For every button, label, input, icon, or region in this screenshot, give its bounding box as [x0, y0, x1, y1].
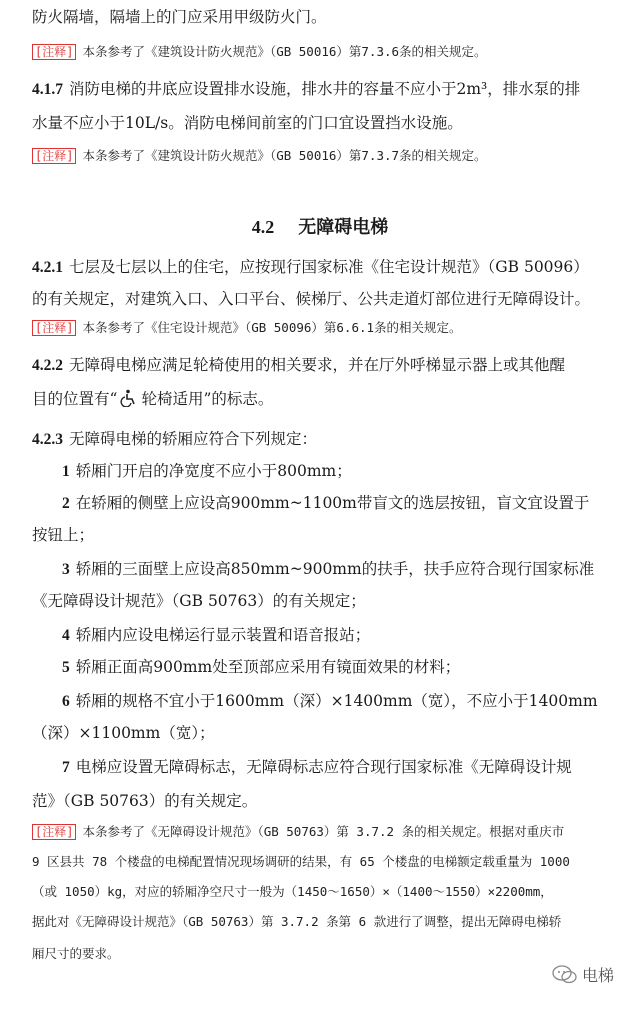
- list-item: 5 轿厢正面高900mm处至顶部应采用有镜面效果的材料；: [62, 658, 461, 676]
- clause-4-2-1: 4.2.1 七层及七层以上的住宅，应按现行国家标准《住宅设计规范》（GB 50096）: [32, 258, 589, 276]
- clause-4-2-2: 4.2.2 无障碍电梯应满足轮椅使用的相关要求，并在厅外呼梯显示器上或其他醒: [32, 356, 566, 374]
- clause-4-2-3: 4.2.3 无障碍电梯的轿厢应符合下列规定：: [32, 430, 318, 448]
- text-line: 范》（GB 50763）的有关规定。: [32, 792, 258, 810]
- text-line: （深）×1100mm（宽）；: [32, 724, 215, 742]
- text-line: 水量不应小于10L/s。消防电梯间前室的门口宜设置挡水设施。: [32, 114, 463, 132]
- list-item: 7 电梯应设置无障碍标志，无障碍标志应符合现行国家标准《无障碍设计规: [62, 758, 572, 776]
- list-item: 1 轿厢门开启的净宽度不应小于800mm；: [62, 462, 352, 480]
- annotation-line: 9 区县共 78 个楼盘的电梯配置情况现场调研的结果，有 65 个楼盘的电梯额定载重量为 1000: [32, 854, 570, 869]
- list-item: 6 轿厢的规格不宜小于1600mm（深）×1400mm（宽），不应小于1400mm: [62, 692, 598, 710]
- annotation: [注释] 本条参考了《无障碍设计规范》（GB 50763）第 3.7.2 条的相关规定。根据对重庆市: [32, 822, 610, 842]
- section-heading: 4.2 无障碍电梯: [251, 217, 389, 238]
- list-item: 4 轿厢内应设电梯运行显示装置和语音报站；: [62, 626, 371, 644]
- clause-4-1-7: 4.1.7 消防电梯的井底应设置排水设施，排水井的容量不应小于2m³，排水泵的排: [32, 80, 581, 98]
- annotation: [注释] 本条参考了《建筑设计防火规范》（GB 50016）第7.3.7条的相关规定。: [32, 146, 610, 166]
- text-line: 按钮上；: [32, 526, 95, 544]
- annotation: [注释] 本条参考了《住宅设计规范》（GB 50096）第6.6.1条的相关规定。: [32, 318, 610, 338]
- wheelchair-icon: [119, 389, 139, 407]
- text-line: 防火隔墙，隔墙上的门应采用甲级防火门。: [32, 8, 327, 26]
- list-item: 3 轿厢的三面壁上应设高850mm~900mm的扶手，扶手应符合现行国家标准: [62, 560, 595, 578]
- wechat-icon: [552, 965, 578, 985]
- list-item: 2 在轿厢的侧壁上应设高900mm~1100m带盲文的选层按钮，盲文宜设置于: [62, 494, 590, 512]
- annotation: [注释] 本条参考了《建筑设计防火规范》（GB 50016）第7.3.6条的相关规定。: [32, 42, 610, 62]
- annotation-line: 据此对《无障碍设计规范》（GB 50763）第 3.7.2 条第 6 款进行了调整，提出无障碍电梯轿: [32, 914, 562, 929]
- annotation-line: 厢尺寸的要求。: [32, 946, 120, 961]
- watermark-text: 电梯: [581, 966, 614, 985]
- text-line: 《无障碍设计规范》（GB 50763）的有关规定；: [32, 592, 366, 610]
- text-line: 目的位置有“ 轮椅适用”的标志。: [32, 390, 274, 408]
- watermark: [552, 963, 614, 986]
- text-line: 的有关规定，对建筑入口、入口平台、候梯厅、公共走道灯部位进行无障碍设计。: [32, 290, 591, 308]
- annotation-line: （或 1050）kg，对应的轿厢净空尺寸一般为（1450～1650）×（1400～1550）×2200mm，: [32, 884, 553, 899]
